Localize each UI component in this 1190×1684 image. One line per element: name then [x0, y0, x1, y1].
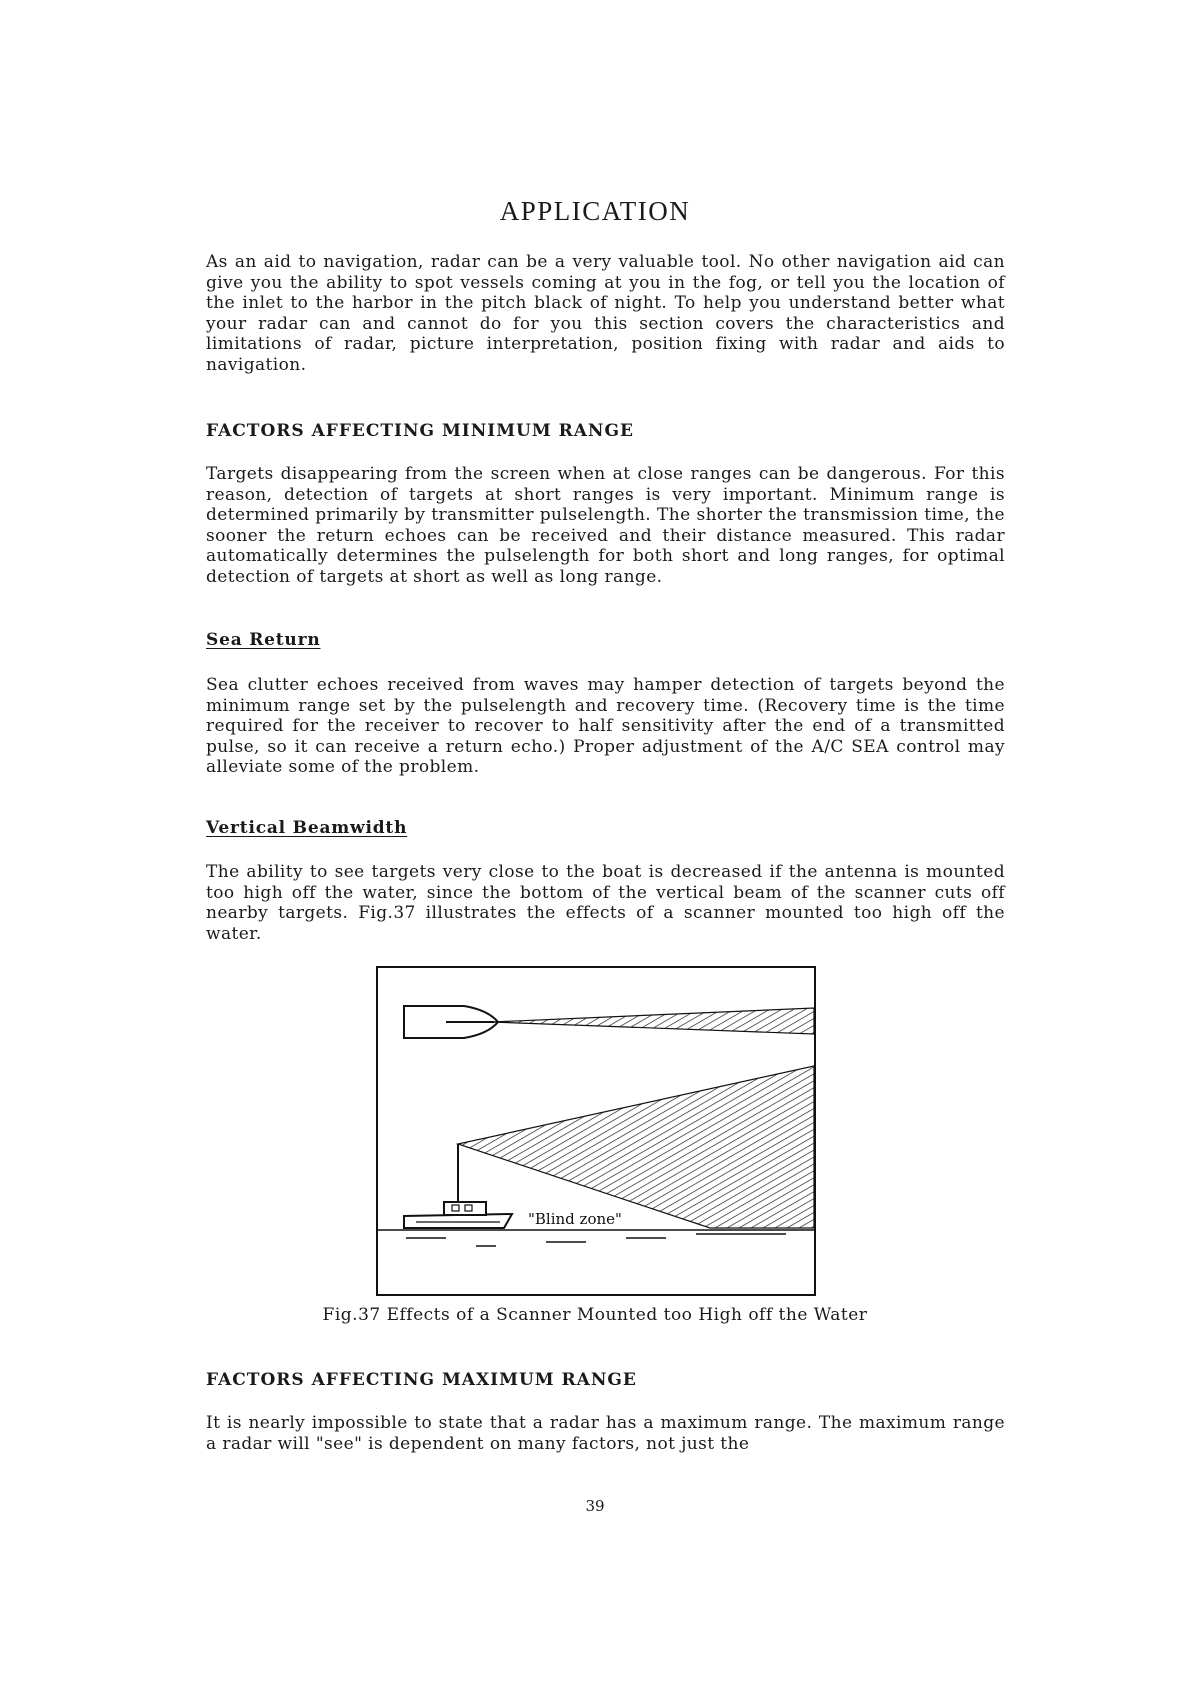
figure-caption: Fig.37 Effects of a Scanner Mounted too High off the Water	[322, 1305, 868, 1325]
page-title: APPLICATION	[499, 196, 691, 226]
vertical-beamwidth-heading: Vertical Beamwidth	[206, 818, 408, 838]
max-range-heading: FACTORS AFFECTING MAXIMUM RANGE	[206, 1370, 637, 1390]
sea-return-paragraph: Sea clutter echoes received from waves may hamper detection of targets beyond the minimum range set by the pulselength and recovery time. (Recovery time is the time required for the receiver to recover to half sensitivity after the end of a transmitted pulse, so it can receive a return echo.) Proper adjustment of the A/C SEA control may alleviate some of the problem.	[206, 675, 1005, 777]
vertical-beamwidth-paragraph: The ability to see targets very close to the boat is decreased if the antenna is mounted too high off the water, since the bottom of the vertical beam of the scanner cuts off nearby targets. Fig.37 illustrates the effects of a scanner mounted too high off the water.	[206, 862, 1005, 944]
max-range-paragraph: It is nearly impossible to state that a radar has a maximum range. The maximum range a radar will "see" is dependent on many factors, not just the	[206, 1413, 1005, 1454]
min-range-paragraph: Targets disappearing from the screen when at close ranges can be dangerous. For this reason, detection of targets at short ranges is very important. Minimum range is determined primarily by transmitter pulselength. The shorter the transmission time, the sooner the return echoes can be received and their distance measured. This radar automatically determines the pulselength for both short and long ranges, for optimal detection of targets at short as well as long range.	[206, 464, 1005, 587]
intro-paragraph: As an aid to navigation, radar can be a very valuable tool. No other navigation aid can give you the ability to spot vessels coming at you in the fog, or tell you the location of the inlet to the harbor in the pitch black of night. To help you understand better what your radar can and cannot do for you this section covers the characteristics and limitations of radar, picture interpretation, position fixing with radar and aids to navigation.	[206, 252, 1005, 375]
scanner-height-figure	[376, 966, 816, 1296]
page-number: 39	[585, 1497, 605, 1515]
blind-zone-label: "Blind zone"	[528, 1210, 622, 1228]
min-range-heading: FACTORS AFFECTING MINIMUM RANGE	[206, 421, 634, 441]
top-view-boat-icon	[404, 1006, 498, 1038]
sea-return-heading: Sea Return	[206, 630, 321, 650]
